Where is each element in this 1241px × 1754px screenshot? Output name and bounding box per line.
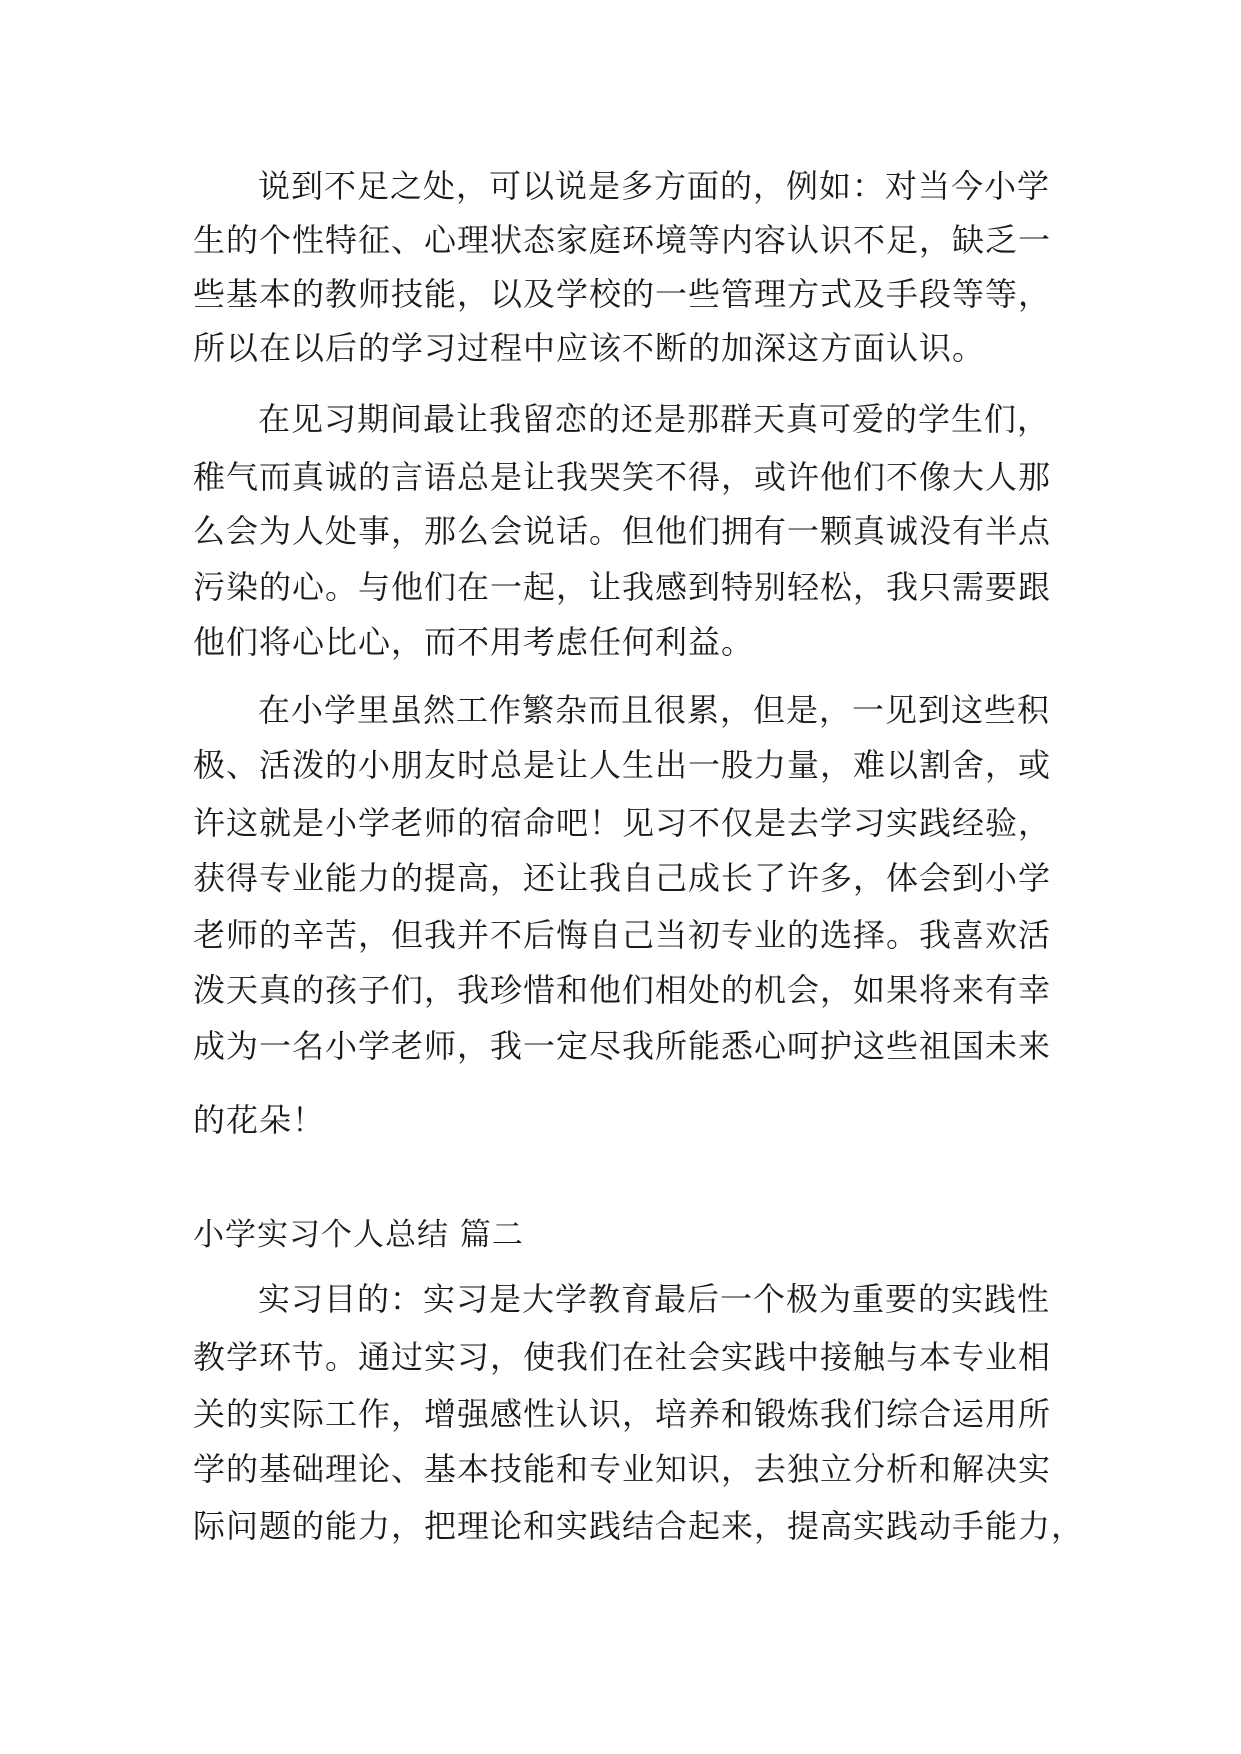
paragraph-1-line-1: 说到不足之处，可以说是多方面的，例如：对当今小学	[258, 167, 1051, 205]
paragraph-1-line-2: 生的个性特征、心理状态家庭环境等内容认识不足，缺乏一	[193, 221, 1052, 259]
paragraph-2-line-1: 在见习期间最让我留恋的还是那群天真可爱的学生们，	[258, 400, 1051, 438]
paragraph-3-line-5: 老师的辛苦，但我并不后悔自己当初专业的选择。我喜欢活	[193, 916, 1052, 954]
paragraph-1-line-4: 所以在以后的学习过程中应该不断的加深这方面认识。	[193, 329, 986, 367]
section-paragraph-line-2: 教学环节。通过实习，使我们在社会实践中接触与本专业相	[193, 1338, 1052, 1376]
paragraph-1-line-3: 些基本的教师技能，以及学校的一些管理方式及手段等等，	[193, 275, 1052, 313]
section-paragraph-line-5: 际问题的能力，把理论和实践结合起来，提高实践动手能力，	[193, 1507, 1085, 1545]
paragraph-3-line-2: 极、活泼的小朋友时总是让人生出一股力量，难以割舍，或	[193, 746, 1052, 784]
paragraph-3-line-8: 的花朵！	[193, 1101, 326, 1139]
paragraph-2-line-3: 么会为人处事，那么会说话。但他们拥有一颗真诚没有半点	[193, 512, 1052, 550]
paragraph-3-line-6: 泼天真的孩子们，我珍惜和他们相处的机会，如果将来有幸	[193, 971, 1052, 1009]
paragraph-2-line-4: 污染的心。与他们在一起，让我感到特别轻松，我只需要跟	[193, 568, 1052, 606]
paragraph-2-line-5: 他们将心比心，而不用考虑任何利益。	[193, 623, 755, 661]
section-paragraph-line-1: 实习目的：实习是大学教育最后一个极为重要的实践性	[258, 1280, 1051, 1318]
paragraph-2-line-2: 稚气而真诚的言语总是让我哭笑不得，或许他们不像大人那	[193, 458, 1052, 496]
paragraph-3-line-3: 许这就是小学老师的宿命吧！见习不仅是去学习实践经验，	[193, 804, 1052, 842]
section-heading: 小学实习个人总结 篇二	[193, 1217, 524, 1253]
paragraph-3-line-1: 在小学里虽然工作繁杂而且很累，但是，一见到这些积	[258, 691, 1051, 729]
paragraph-3-line-4: 获得专业能力的提高，还让我自己成长了许多，体会到小学	[193, 859, 1052, 897]
paragraph-3-line-7: 成为一名小学老师，我一定尽我所能悉心呵护这些祖国未来	[193, 1027, 1052, 1065]
section-paragraph-line-3: 关的实际工作，增强感性认识，培养和锻炼我们综合运用所	[193, 1395, 1052, 1433]
section-paragraph-line-4: 学的基础理论、基本技能和专业知识，去独立分析和解决实	[193, 1450, 1052, 1488]
